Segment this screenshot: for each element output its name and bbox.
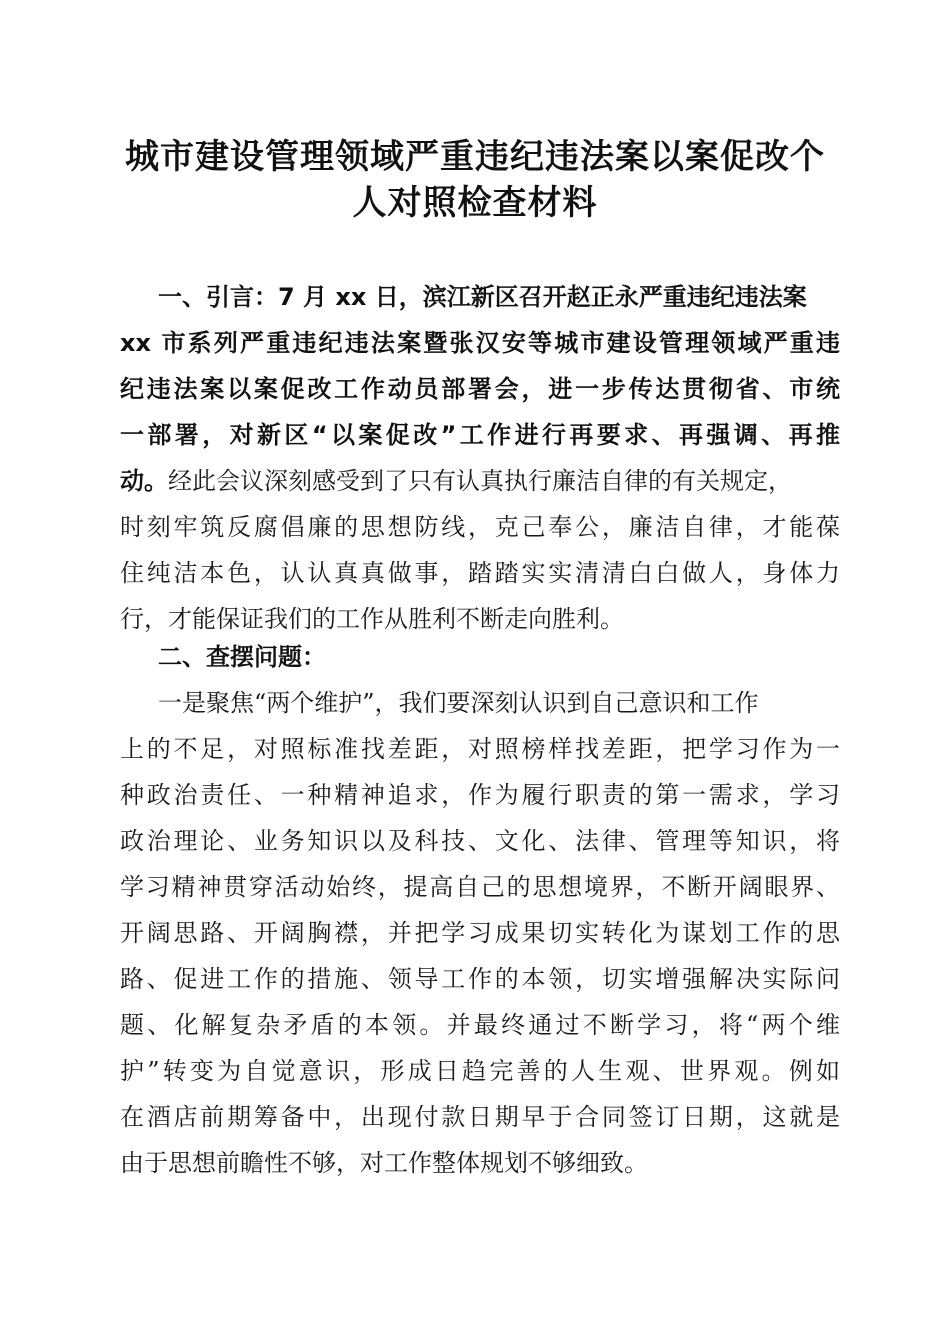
section-2-line: 上的不足，对照标准找差距，对照榜样找差距，把学习作为一 bbox=[120, 735, 840, 763]
section-2-line: 路、促进工作的措施、领导工作的本领，切实增强解决实际问 bbox=[120, 965, 840, 993]
intro-mixed-sans: 动。 bbox=[120, 467, 168, 495]
section-2-line: 题、化解复杂矛盾的本领。并最终通过不断学习，将“两个维 bbox=[120, 1011, 840, 1039]
intro-line: xx 市系列严重违纪违法案暨张汉安等城市建设管理领域严重违 bbox=[120, 329, 840, 357]
intro-line: 住纯洁本色，认认真真做事，踏踏实实清清白白做人，身体力 bbox=[120, 559, 840, 587]
intro-line: 时刻牢筑反腐倡廉的思想防线，克己奉公，廉洁自律，才能葆 bbox=[120, 513, 840, 541]
section-2-line: 学习精神贯穿活动始终，提高自己的思想境界，不断开阔眼界、 bbox=[120, 873, 840, 901]
section-2-heading: 二、查摆问题： bbox=[158, 643, 326, 671]
intro-mixed-line bbox=[120, 458, 840, 504]
title-line-1: 城市建设管理领域严重违纪违法案以案促改个 bbox=[125, 137, 825, 177]
intro-mixed-serif: 经此会议深刻感受到了只有认真执行廉洁自律的有关规定， bbox=[168, 467, 792, 495]
section-2-line: 由于思想前瞻性不够，对工作整体规划不够细致。 bbox=[120, 1149, 648, 1177]
section-2 bbox=[120, 634, 840, 1186]
intro-line: 一部署，对新区“以案促改”工作进行再要求、再强调、再推 bbox=[120, 421, 840, 449]
section-2-line: 开阔思路、开阔胸襟，并把学习成果切实转化为谋划工作的思 bbox=[120, 919, 840, 947]
title-line-2: 人对照检查材料 bbox=[352, 183, 598, 223]
section-2-line: 政治理论、业务知识以及科技、文化、法律、管理等知识，将 bbox=[120, 827, 840, 855]
intro-line: 一、引言：7 月 xx 日，滨江新区召开赵正永严重违纪违法案 bbox=[158, 283, 807, 311]
intro-line: 行，才能保证我们的工作从胜利不断走向胜利。 bbox=[120, 605, 624, 633]
section-2-line: 护”转变为自觉意识，形成日趋完善的人生观、世界观。例如 bbox=[120, 1057, 840, 1085]
section-2-line: 一是聚焦“两个维护”，我们要深刻认识到自己意识和工作 bbox=[158, 689, 759, 717]
intro-paragraph bbox=[120, 274, 840, 642]
document-title bbox=[100, 134, 850, 226]
intro-line: 纪违法案以案促改工作动员部署会，进一步传达贯彻省、市统 bbox=[120, 375, 840, 403]
section-2-line: 在酒店前期筹备中，出现付款日期早于合同签订日期，这就是 bbox=[120, 1103, 840, 1131]
section-2-line: 种政治责任、一种精神追求，作为履行职责的第一需求，学习 bbox=[120, 781, 840, 809]
